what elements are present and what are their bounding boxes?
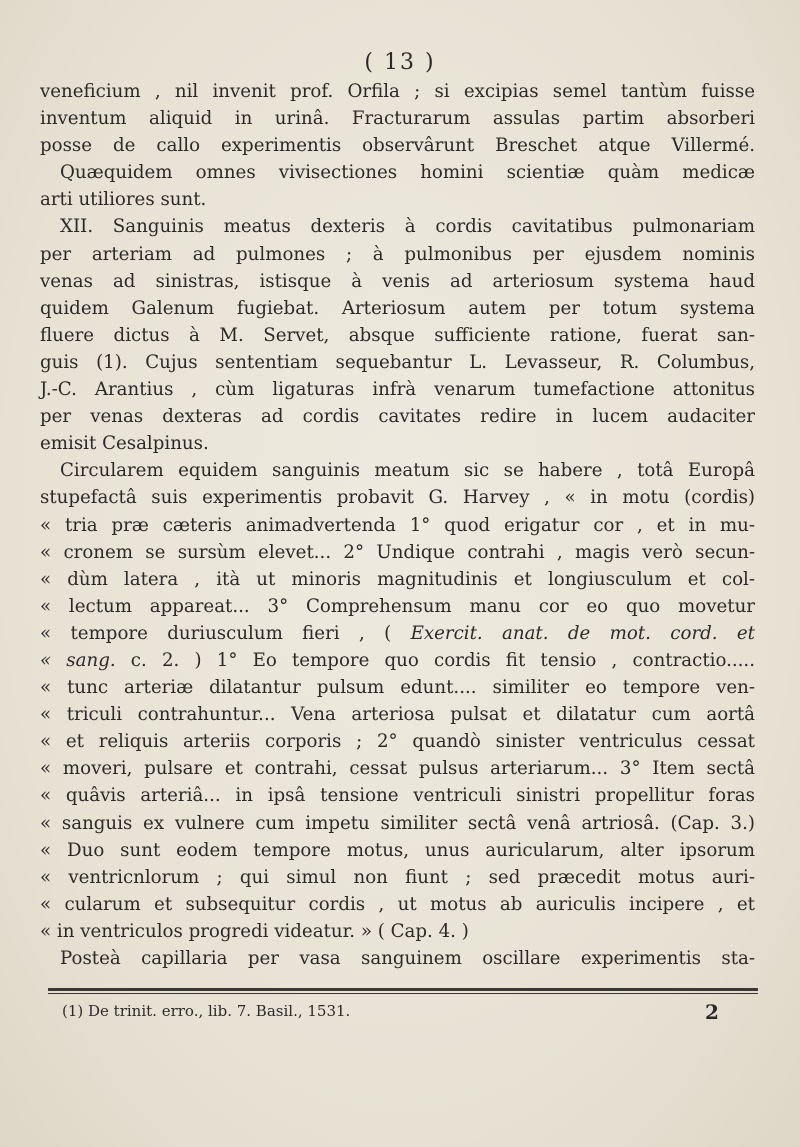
citation-title: Exercit. anat. de mot. cord. et [410, 622, 755, 644]
text-line: J.-C. Arantius , cùm ligaturas infrà venarum tumefactione attonitus [40, 379, 755, 401]
text-line: veneficium , nil invenit prof. Orfila ; si excipias semel tantùm fuisse [40, 81, 755, 102]
main-text [40, 78, 755, 972]
text-line: « cronem se sursùm elevet... 2° Undique contrahi , magis verò secun- [40, 541, 755, 563]
citation-tail: c. 2. ) 1° Eo tempore quo cordis fit tensio , contractio..... [115, 649, 755, 671]
text-line: Circularem equidem sanguinis meatum sic se habere , totâ Europâ [60, 460, 755, 482]
footnote-rule [48, 988, 758, 994]
text-line: « cularum et subsequitur cordis , ut motus ab auriculis incipere , et [40, 893, 755, 915]
text-line: per venas dexteras ad cordis cavitates redire in lucem audaciter [40, 406, 755, 428]
text-line: « tria præ cæteris animadvertenda 1° quod erigatur cor , et in mu- [40, 514, 755, 536]
text-line: XII. Sanguinis meatus dexteris à cordis cavitatibus pulmonariam [60, 216, 755, 238]
text-line: « dùm latera , ità ut minoris magnitudinis et longiusculum et col- [40, 568, 755, 590]
text-line: « lectum appareat... 3° Comprehensum manu cor eo quo movetur [40, 595, 755, 617]
text-line: « Duo sunt eodem tempore motus, unus auricularum, alter ipsorum [40, 839, 755, 861]
footnote: (1) De trinit. erro., lib. 7. Basil., 1531. [62, 1002, 351, 1020]
text-line: « sanguis ex vulnere cum impetu similiter sectâ venâ artriosâ. (Cap. 3.) [40, 812, 755, 834]
text-line: « triculi contrahuntur... Vena arteriosa pulsat et dilatatur cum aortâ [40, 704, 755, 726]
text-line: venas ad sinistras, istisque à venis ad arteriosum systema haud [40, 270, 755, 292]
text-line: Quæquidem omnes vivisectiones homini scientiæ quàm medicæ [60, 162, 755, 184]
text-line: stupefactâ suis experimentis probavit G. Harvey , « in motu (cordis) [40, 487, 755, 509]
text-line: « in ventriculos progredi videatur. » ( Cap. 4. ) [40, 920, 469, 942]
text-line: posse de callo experimentis observârunt Breschet atque Villermé. [40, 135, 755, 157]
text-line: arti utiliores sunt. [40, 189, 207, 211]
text-line: fluere dictus à M. Servet, absque sufficiente ratione, fuerat san- [40, 324, 755, 346]
page-number: ( 13 ) [364, 50, 436, 75]
text-line: « tunc arteriæ dilatantur pulsum edunt.... similiter eo tempore ven- [40, 677, 755, 699]
text-line-with-citation [40, 620, 755, 647]
text-line: quidem Galenum fugiebat. Arteriosum autem per totum systema [40, 297, 755, 319]
text-line: inventum aliquid in urinâ. Fracturarum assulas partim absorberi [40, 108, 755, 130]
text-line: « et reliquis arteriis corporis ; 2° quandò sinister ventriculus cessat [40, 731, 755, 753]
citation-prefix: « tempore duriusculum fieri , ( [40, 622, 392, 644]
text-line: guis (1). Cujus sententiam sequebantur L. Levasseur, R. Columbus, [40, 351, 755, 373]
text-line: Posteà capillaria per vasa sanguinem oscillare experimentis sta- [60, 948, 755, 969]
signature-mark: 2 [705, 1000, 719, 1024]
text-line: « ventricnlorum ; qui simul non fiunt ; sed præcedit motus auri- [40, 866, 755, 888]
citation-title-end: « sang. [40, 649, 116, 671]
text-line: emisit Cesalpinus. [40, 433, 209, 455]
text-line: « quâvis arteriâ... in ipsâ tensione ventriculi sinistri propellitur foras [40, 785, 755, 807]
text-line: « moveri, pulsare et contrahi, cessat pulsus arteriarum... 3° Item sectâ [40, 758, 755, 780]
text-line: per arteriam ad pulmones ; à pulmonibus per ejusdem nominis [40, 243, 755, 265]
text-line-with-citation [40, 647, 755, 674]
